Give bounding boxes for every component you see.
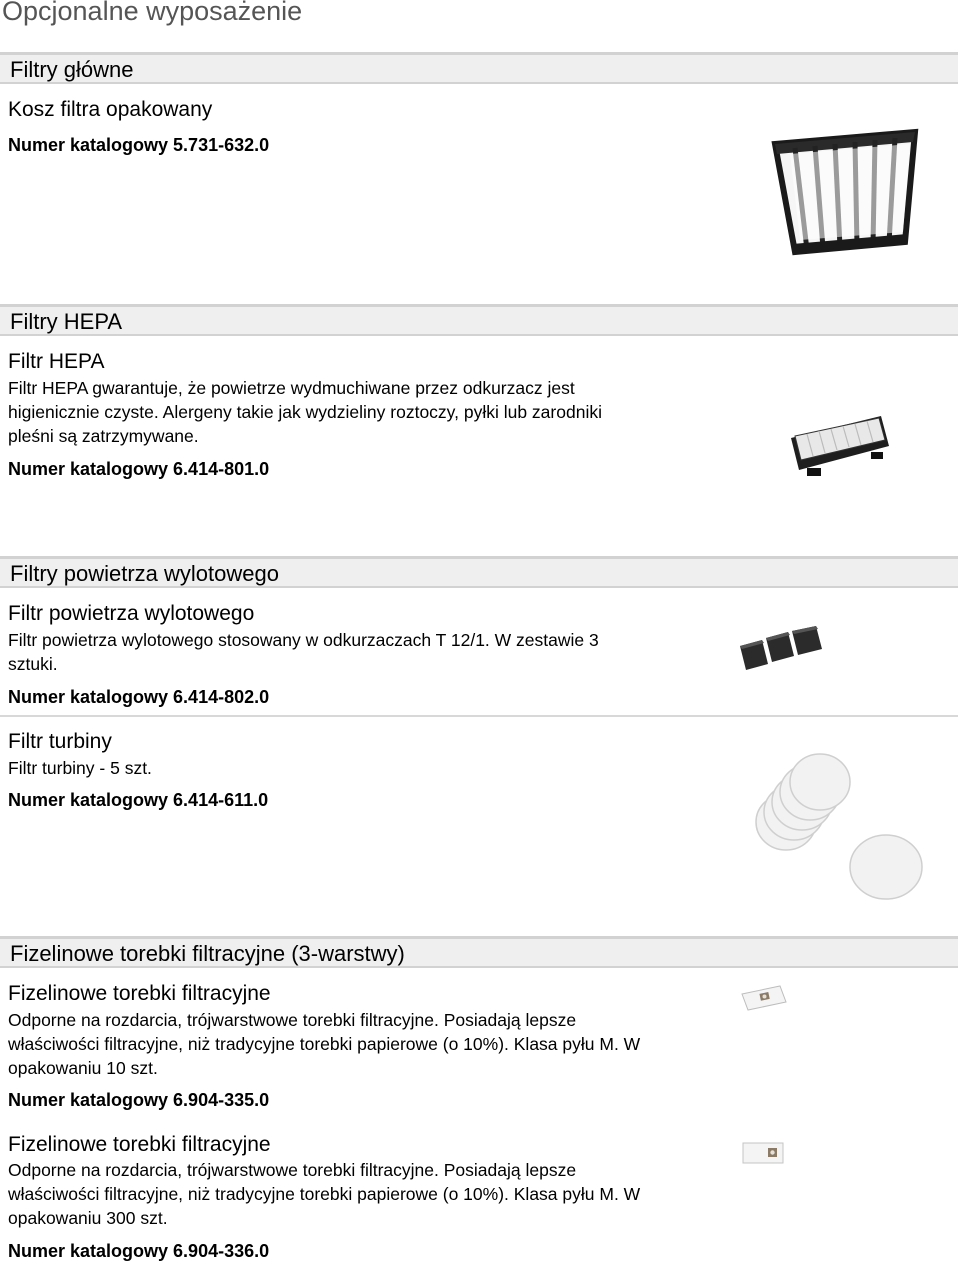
product-description-line: higienicznie czyste. Alergeny takie jak wydzieliny roztoczy, pyłki lub zarodniki — [8, 402, 602, 422]
catalog-number: Numer katalogowy 6.414-802.0 — [8, 687, 270, 707]
catalog-number: Numer katalogowy 6.414-801.0 — [8, 459, 270, 479]
section-heading-text: Fizelinowe torebki filtracyjne (3-warstwy) — [10, 941, 405, 966]
product-description-line: sztuki. — [8, 654, 58, 674]
filter-bag-image — [740, 984, 788, 1014]
product-description-line: Odporne na rozdarcia, trójwarstwowe torebki filtracyjne. Posiadają lepsze — [8, 1160, 577, 1180]
product-description-line: Filtr HEPA gwarantuje, że powietrze wydmuchiwane przez odkurzacz jest — [8, 378, 575, 398]
product-description-line: Filtr turbiny - 5 szt. — [8, 758, 152, 778]
section-heading-text: Filtry główne — [10, 57, 134, 82]
product-description-line: właściwości filtracyjne, niż tradycyjne torebki papierowe (o 10%). Klasa pyłu M. W — [8, 1184, 641, 1204]
filter-bag-image — [740, 1138, 788, 1168]
product-title: Fizelinowe torebki filtracyjne — [8, 982, 271, 1005]
filter-basket-image — [765, 122, 925, 262]
product-title: Filtr powietrza wylotowego — [8, 602, 255, 625]
catalog-number: Numer katalogowy 5.731-632.0 — [8, 135, 270, 155]
product-description-line: Odporne na rozdarcia, trójwarstwowe torebki filtracyjne. Posiadają lepsze — [8, 1010, 577, 1030]
product-description-line: opakowaniu 300 szt. — [8, 1208, 168, 1228]
catalog-number: Numer katalogowy 6.904-335.0 — [8, 1090, 270, 1110]
product-description-line: właściwości filtracyjne, niż tradycyjne torebki papierowe (o 10%). Klasa pyłu M. W — [8, 1034, 641, 1054]
section-heading-hepa — [0, 304, 958, 336]
product-title: Filtr turbiny — [8, 730, 112, 753]
product-description-line: Filtr powietrza wylotowego stosowany w odkurzaczach T 12/1. W zestawie 3 — [8, 630, 599, 650]
product-description-line: pleśni są zatrzymywane. — [8, 426, 199, 446]
hepa-filter-image — [785, 410, 895, 480]
catalog-number: Numer katalogowy 6.414-611.0 — [8, 790, 269, 810]
section-heading-text: Filtry powietrza wylotowego — [10, 561, 279, 586]
turbine-filter-discs-image — [748, 752, 933, 902]
page-title: Opcjonalne wyposażenie — [2, 0, 303, 26]
product-title: Filtr HEPA — [8, 350, 105, 373]
catalog-number: Numer katalogowy 6.904-336.0 — [8, 1241, 270, 1261]
product-title: Fizelinowe torebki filtracyjne — [8, 1133, 271, 1156]
product-description-line: opakowaniu 10 szt. — [8, 1058, 158, 1078]
section-heading-main-filters — [0, 52, 958, 84]
section-heading-fleece-bags — [0, 936, 958, 968]
section-heading-exhaust-filters — [0, 556, 958, 588]
product-title: Kosz filtra opakowany — [8, 98, 213, 121]
product-separator — [0, 715, 958, 717]
section-heading-text: Filtry HEPA — [10, 309, 123, 334]
exhaust-filter-set-image — [738, 624, 838, 674]
